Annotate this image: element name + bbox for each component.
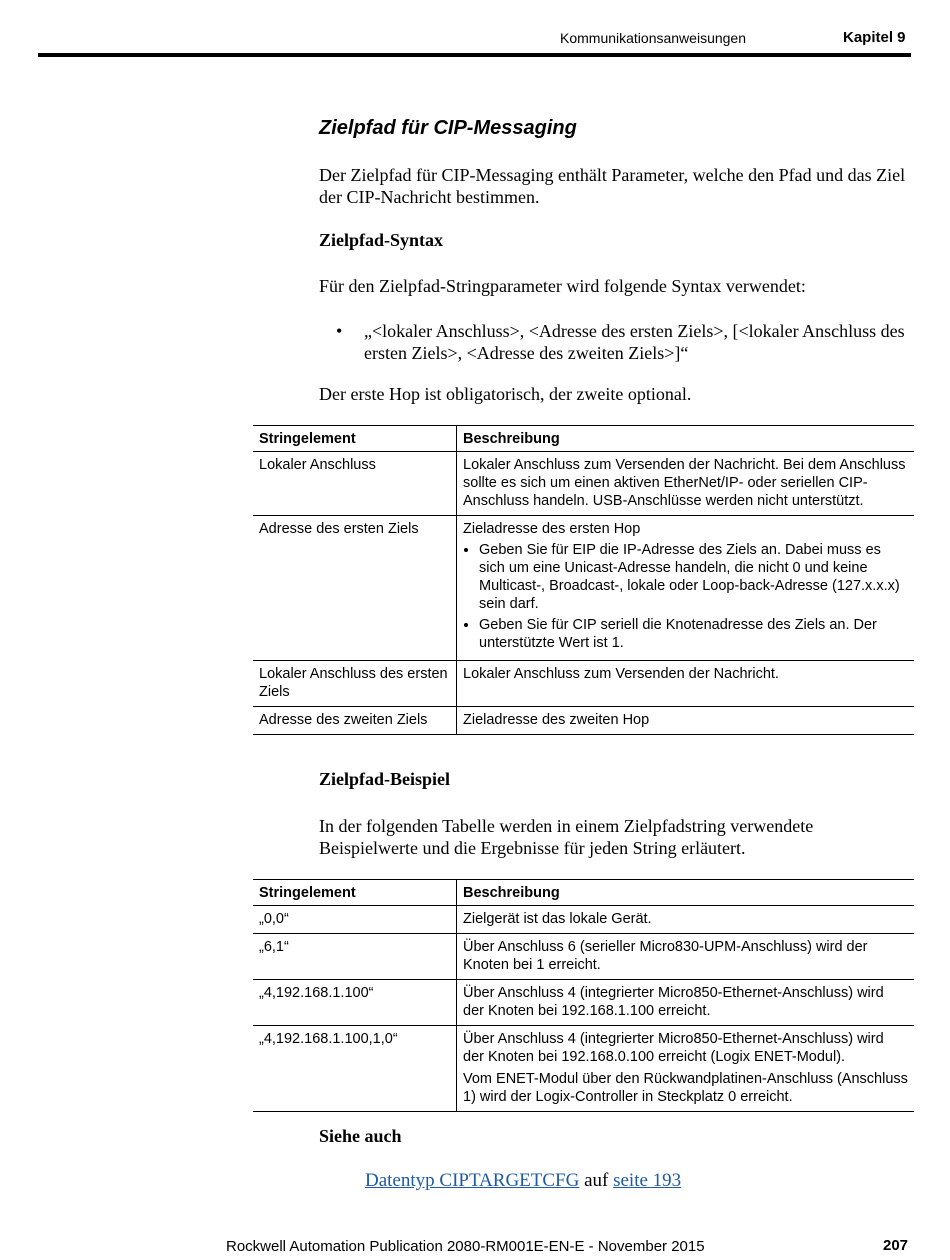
see-also-reference <box>365 1170 681 1192</box>
list-item: • Geben Sie für CIP seriell die Knotenadresse des Ziels an. Der unterstützte Wert ist 1. <box>479 616 908 652</box>
cell-element: „6,1“ <box>253 934 457 980</box>
see-also-connector: auf <box>579 1170 614 1191</box>
running-header-section: Kommunikationsanweisungen <box>560 30 746 46</box>
syntax-bullet-text: „<lokaler Anschluss>, <Adresse des ersten Ziels>, [<lokaler Anschluss des ersten Ziels>, <Adresse des zweiten Ziels>]“ <box>364 321 905 363</box>
table-row <box>253 516 914 661</box>
cell-description: Zieladresse des zweiten Hop <box>457 707 915 735</box>
table-row <box>253 452 914 516</box>
cell-description: Zielgerät ist das lokale Gerät. <box>457 906 915 934</box>
syntax-heading: Zielpfad-Syntax <box>319 230 444 250</box>
header-rule <box>38 53 911 57</box>
list-item: • Geben Sie für EIP die IP-Adresse des Ziels an. Dabei muss es sich um eine Unicast-Adresse handeln, die nicht 0 und keine Multicast-, Broadcast-, lokale oder Loop-back-Adresse (127.x.x.x) sein darf. <box>479 541 908 613</box>
syntax-elements-table <box>253 425 914 735</box>
cell-description: Lokaler Anschluss zum Versenden der Nachricht. <box>457 661 915 707</box>
table-header-row <box>253 426 914 452</box>
running-header-chapter: Kapitel 9 <box>843 29 906 46</box>
cell-description-text: Zieladresse des ersten Hop <box>463 521 641 537</box>
section-title: Zielpfad für CIP-Messaging <box>319 117 577 139</box>
syntax-note: Der erste Hop ist obligatorisch, der zweite optional. <box>319 384 692 404</box>
cell-bullet-list <box>463 541 908 652</box>
example-text: In der folgenden Tabelle werden in einem Zielpfadstring verwendete Beispielwerte und die Ergebnisse für jeden String erläutert. <box>319 816 814 858</box>
see-also-heading: Siehe auch <box>319 1126 402 1146</box>
table-header-row <box>253 880 914 906</box>
column-header: Beschreibung <box>457 426 915 452</box>
example-heading: Zielpfad-Beispiel <box>319 769 451 789</box>
cell-description: Lokaler Anschluss zum Versenden der Nachricht. Bei dem Anschluss sollte es sich um einen aktiven EtherNet/IP- oder seriellen CIP-Anschluss handeln. USB-Anschlüsse werden nicht unterstützt. <box>457 452 915 516</box>
table-row <box>253 707 914 735</box>
table-row <box>253 661 914 707</box>
cell-element: „0,0“ <box>253 906 457 934</box>
column-header: Stringelement <box>253 426 457 452</box>
column-header: Beschreibung <box>457 880 915 906</box>
example-table <box>253 879 914 1112</box>
page-link[interactable]: seite 193 <box>613 1170 682 1191</box>
cell-element: „4,192.168.1.100,1,0“ <box>253 1026 457 1112</box>
cell-description-text: Über Anschluss 4 (integrierter Micro850-Ethernet-Anschluss) wird der Knoten bei 192.168.0.100 erreicht (Logix ENET-Modul). <box>463 1031 884 1065</box>
table-row <box>253 934 914 980</box>
cell-element: Adresse des ersten Ziels <box>253 516 457 661</box>
datatype-link[interactable]: Datentyp CIPTARGETCFG <box>365 1170 580 1191</box>
cell-description <box>457 1026 915 1112</box>
cell-element: Lokaler Anschluss des ersten Ziels <box>253 661 457 707</box>
table-row <box>253 1026 914 1112</box>
cell-element: Adresse des zweiten Ziels <box>253 707 457 735</box>
page-number: 207 <box>883 1237 909 1254</box>
table-row <box>253 906 914 934</box>
syntax-text: Für den Zielpfad-Stringparameter wird folgende Syntax verwendet: <box>319 276 806 296</box>
intro-paragraph: Der Zielpfad für CIP-Messaging enthält Parameter, welche den Pfad und das Ziel der CIP-Nachricht bestimmen. <box>319 165 906 207</box>
footer-publication: Rockwell Automation Publication 2080-RM001E-EN-E - November 2015 <box>226 1238 705 1255</box>
cell-description: Über Anschluss 6 (serieller Micro830-UPM-Anschluss) wird der Knoten bei 1 erreicht. <box>457 934 915 980</box>
table-row <box>253 980 914 1026</box>
cell-description-text: Vom ENET-Modul über den Rückwandplatinen-Anschluss (Anschluss 1) wird der Logix-Controller in Steckplatz 0 erreicht. <box>463 1071 908 1105</box>
cell-description <box>457 516 915 661</box>
bullet-icon: • <box>336 321 343 341</box>
cell-element: Lokaler Anschluss <box>253 452 457 516</box>
cell-element: „4,192.168.1.100“ <box>253 980 457 1026</box>
cell-description: Über Anschluss 4 (integrierter Micro850-Ethernet-Anschluss) wird der Knoten bei 192.168.1.100 erreicht. <box>457 980 915 1026</box>
column-header: Stringelement <box>253 880 457 906</box>
